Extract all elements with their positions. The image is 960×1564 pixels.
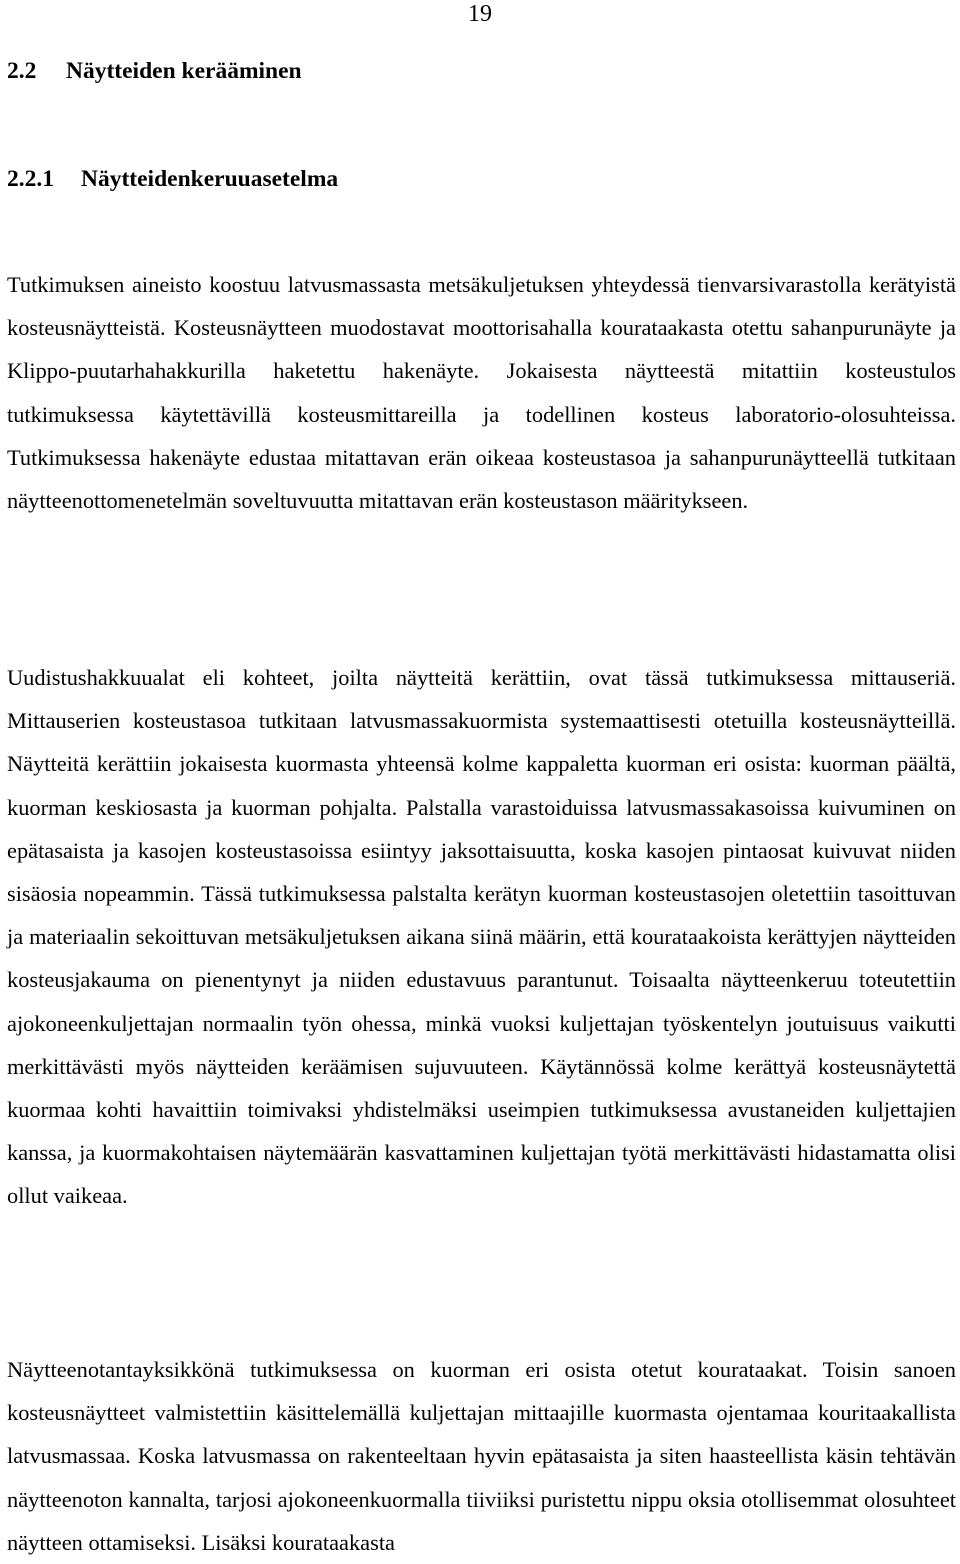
paragraph-1: Tutkimuksen aineisto koostuu latvusmassasta metsäkuljetuksen yhteydessä tienvarsivarastolla kerätyistä kosteusnäytteistä. Kosteusnäytteen muodostavat moottorisahalla kourataakasta otettu sahanpurunäyte ja Klippo-puutarhahakkurilla haketettu hakenäyte. Jokaisesta näytteestä mitattiin kosteustulos tutkimuksessa käytettävillä kosteusmittareilla ja todellinen kosteus laboratorio-olosuhteissa. Tutkimuksessa hakenäyte edustaa mitattavan erän oikeaa kosteustasoa ja sahanpurunäytteellä tutkitaan näytteenottomenetelmän soveltuvuutta mitattavan erän kosteustason määritykseen.	[7, 272, 956, 514]
section-heading	[7, 57, 302, 85]
subsection-title: Näytteidenkeruuasetelma	[81, 166, 339, 192]
subsection-heading	[7, 165, 338, 193]
section-number: 2.2	[7, 58, 37, 84]
paragraph-2: Uudistushakkuualat eli kohteet, joilta näytteitä kerättiin, ovat tässä tutkimuksessa mittauseriä. Mittauserien kosteustasoa tutkitaan latvusmassakuormista systemaattisesti otetuilla kosteusnäytteillä. Näytteitä kerättiin jokaisesta kuormasta yhteensä kolme kappaletta kuorman eri osista: kuorman päältä, kuorman keskiosasta ja kuorman pohjalta. Palstalla varastoiduissa latvusmassakasoissa kuivuminen on epätasaista ja kasojen kosteustasoissa esiintyy jaksottaisuutta, koska kasojen pintaosat kuivuvat niiden sisäosia nopeammin. Tässä tutkimuksessa palstalta kerätyn kuorman kosteustasojen oletettiin tasoittuvan ja materiaalin sekoittuvan metsäkuljetuksen aikana siinä määrin, että kourataakoista kerättyjen näytteiden kosteusjakauma on pienentynyt ja niiden edustavuus parantunut. Toisaalta näytteenkeruu toteutettiin ajokoneenkuljettajan normaalin työn ohessa, minkä vuoksi kuljettajan työskentelyn joutuisuus vaikutti merkittävästi myös näytteiden keräämisen sujuvuuteen. Käytännössä kolme kerättyä kosteusnäytettä kuormaa kohti havaittiin toimivaksi yhdistelmäksi useimpien tutkimuksessa avustaneiden kuljettajien kanssa, ja kuormakohtaisen näytemäärän kasvattaminen kuljettajan työtä merkittävästi hidastamatta olisi ollut vaikeaa.	[7, 665, 956, 1209]
section-title: Näytteiden kerääminen	[66, 58, 302, 84]
page-number: 19	[468, 1, 492, 27]
subsection-number: 2.2.1	[7, 166, 54, 192]
paragraph-3: Näytteenotantayksikkönä tutkimuksessa on kuorman eri osista otetut kourataakat. Toisin sanoen kosteusnäytteet valmistettiin käsittelemällä kuljettajan mittaajille kuormasta ojentamaa kouritaakallista latvusmassaa. Koska latvusmassa on rakenteeltaan hyvin epätasaista ja siten haasteellista käsin tehtävän näytteenoton kannalta, tarjosi ajokoneenkuormalla tiiviiksi puristettu nippu oksia otollisemmat olosuhteet näytteen ottamiseksi. Lisäksi kourataakasta	[7, 1357, 956, 1555]
